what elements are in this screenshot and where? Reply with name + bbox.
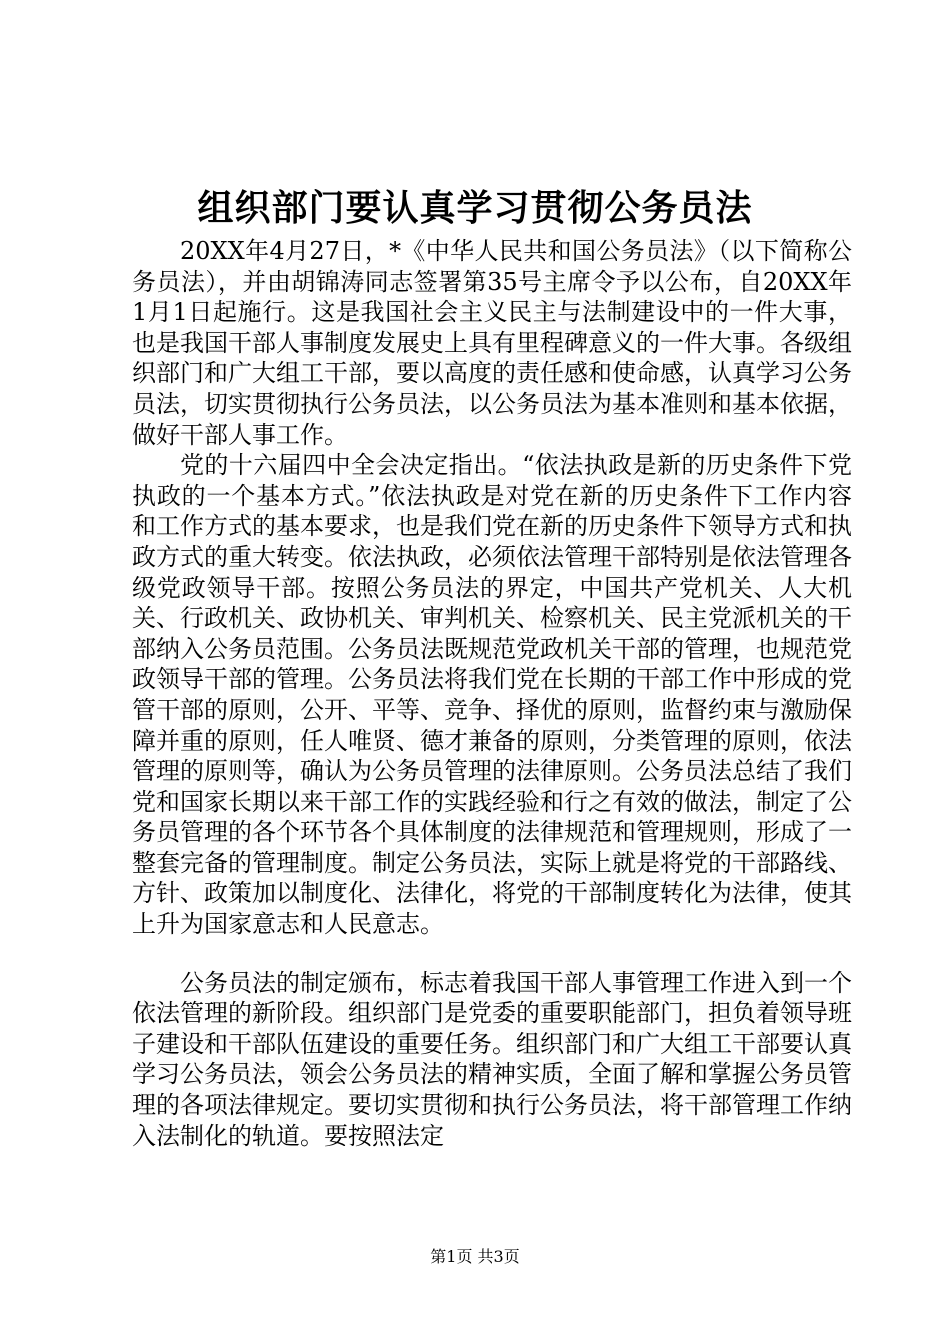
page-footer: 第1页 共3页 <box>430 1247 520 1266</box>
paragraph: 公务员法的制定颁布，标志着我国干部人事管理工作进入到一个依法管理的新阶段。组织部门是党委的重要职能部门，担负着领导班子建设和干部队伍建设的重要任务。组织部门和广大组工干部要认真学习公务员法，领会公务员法的精神实质，全面了解和掌握公务员管理的各项法律规定。要切实贯彻和执行公务员法，将干部管理工作纳入法制化的轨道。要按照法定 <box>132 968 852 1150</box>
document-body <box>132 236 852 1151</box>
paragraph: 党的十六届四中全会决定指出。“依法执政是新的历史条件下党执政的一个基本方式。”依法执政是对党在新的历史条件下工作内容和工作方式的基本要求，也是我们党在新的历史条件下领导方式和执政方式的重大转变。依法执政，必须依法管理干部特别是依法管理各级党政领导干部。按照公务员法的界定，中国共产党机关、人大机关、行政机关、政协机关、审判机关、检察机关、民主党派机关的干部纳入公务员范围。公务员法既规范党政机关干部的管理，也规范党政领导干部的管理。公务员法将我们党在长期的干部工作中形成的党管干部的原则，公开、平等、竞争、择优的原则，监督约束与激励保障并重的原则，任人唯贤、德才兼备的原则，分类管理的原则，依法管理的原则等，确认为公务员管理的法律原则。公务员法总结了我们党和国家长期以来干部工作的实践经验和行之有效的做法，制定了公务员管理的各个环节各个具体制度的法律规范和管理规则，形成了一整套完备的管理制度。制定公务员法，实际上就是将党的干部路线、方针、政策加以制度化、法律化，将党的干部制度转化为法律，使其上升为国家意志和人民意志。 <box>132 451 852 939</box>
paragraph: 20XX年4月27日，*《中华人民共和国公务员法》（以下简称公务员法），并由胡锦涛同志签署第35号主席令予以公布，自20XX年1月1日起施行。这是我国社会主义民主与法制建设中的一件大事，也是我国干部人事制度发展史上具有里程碑意义的一件大事。各级组织部门和广大组工干部，要以高度的责任感和使命感，认真学习公务员法，切实贯彻执行公务员法，以公务员法为基本准则和基本依据，做好干部人事工作。 <box>132 237 852 449</box>
document-title: 组织部门要认真学习贯彻公务员法 <box>197 188 753 229</box>
